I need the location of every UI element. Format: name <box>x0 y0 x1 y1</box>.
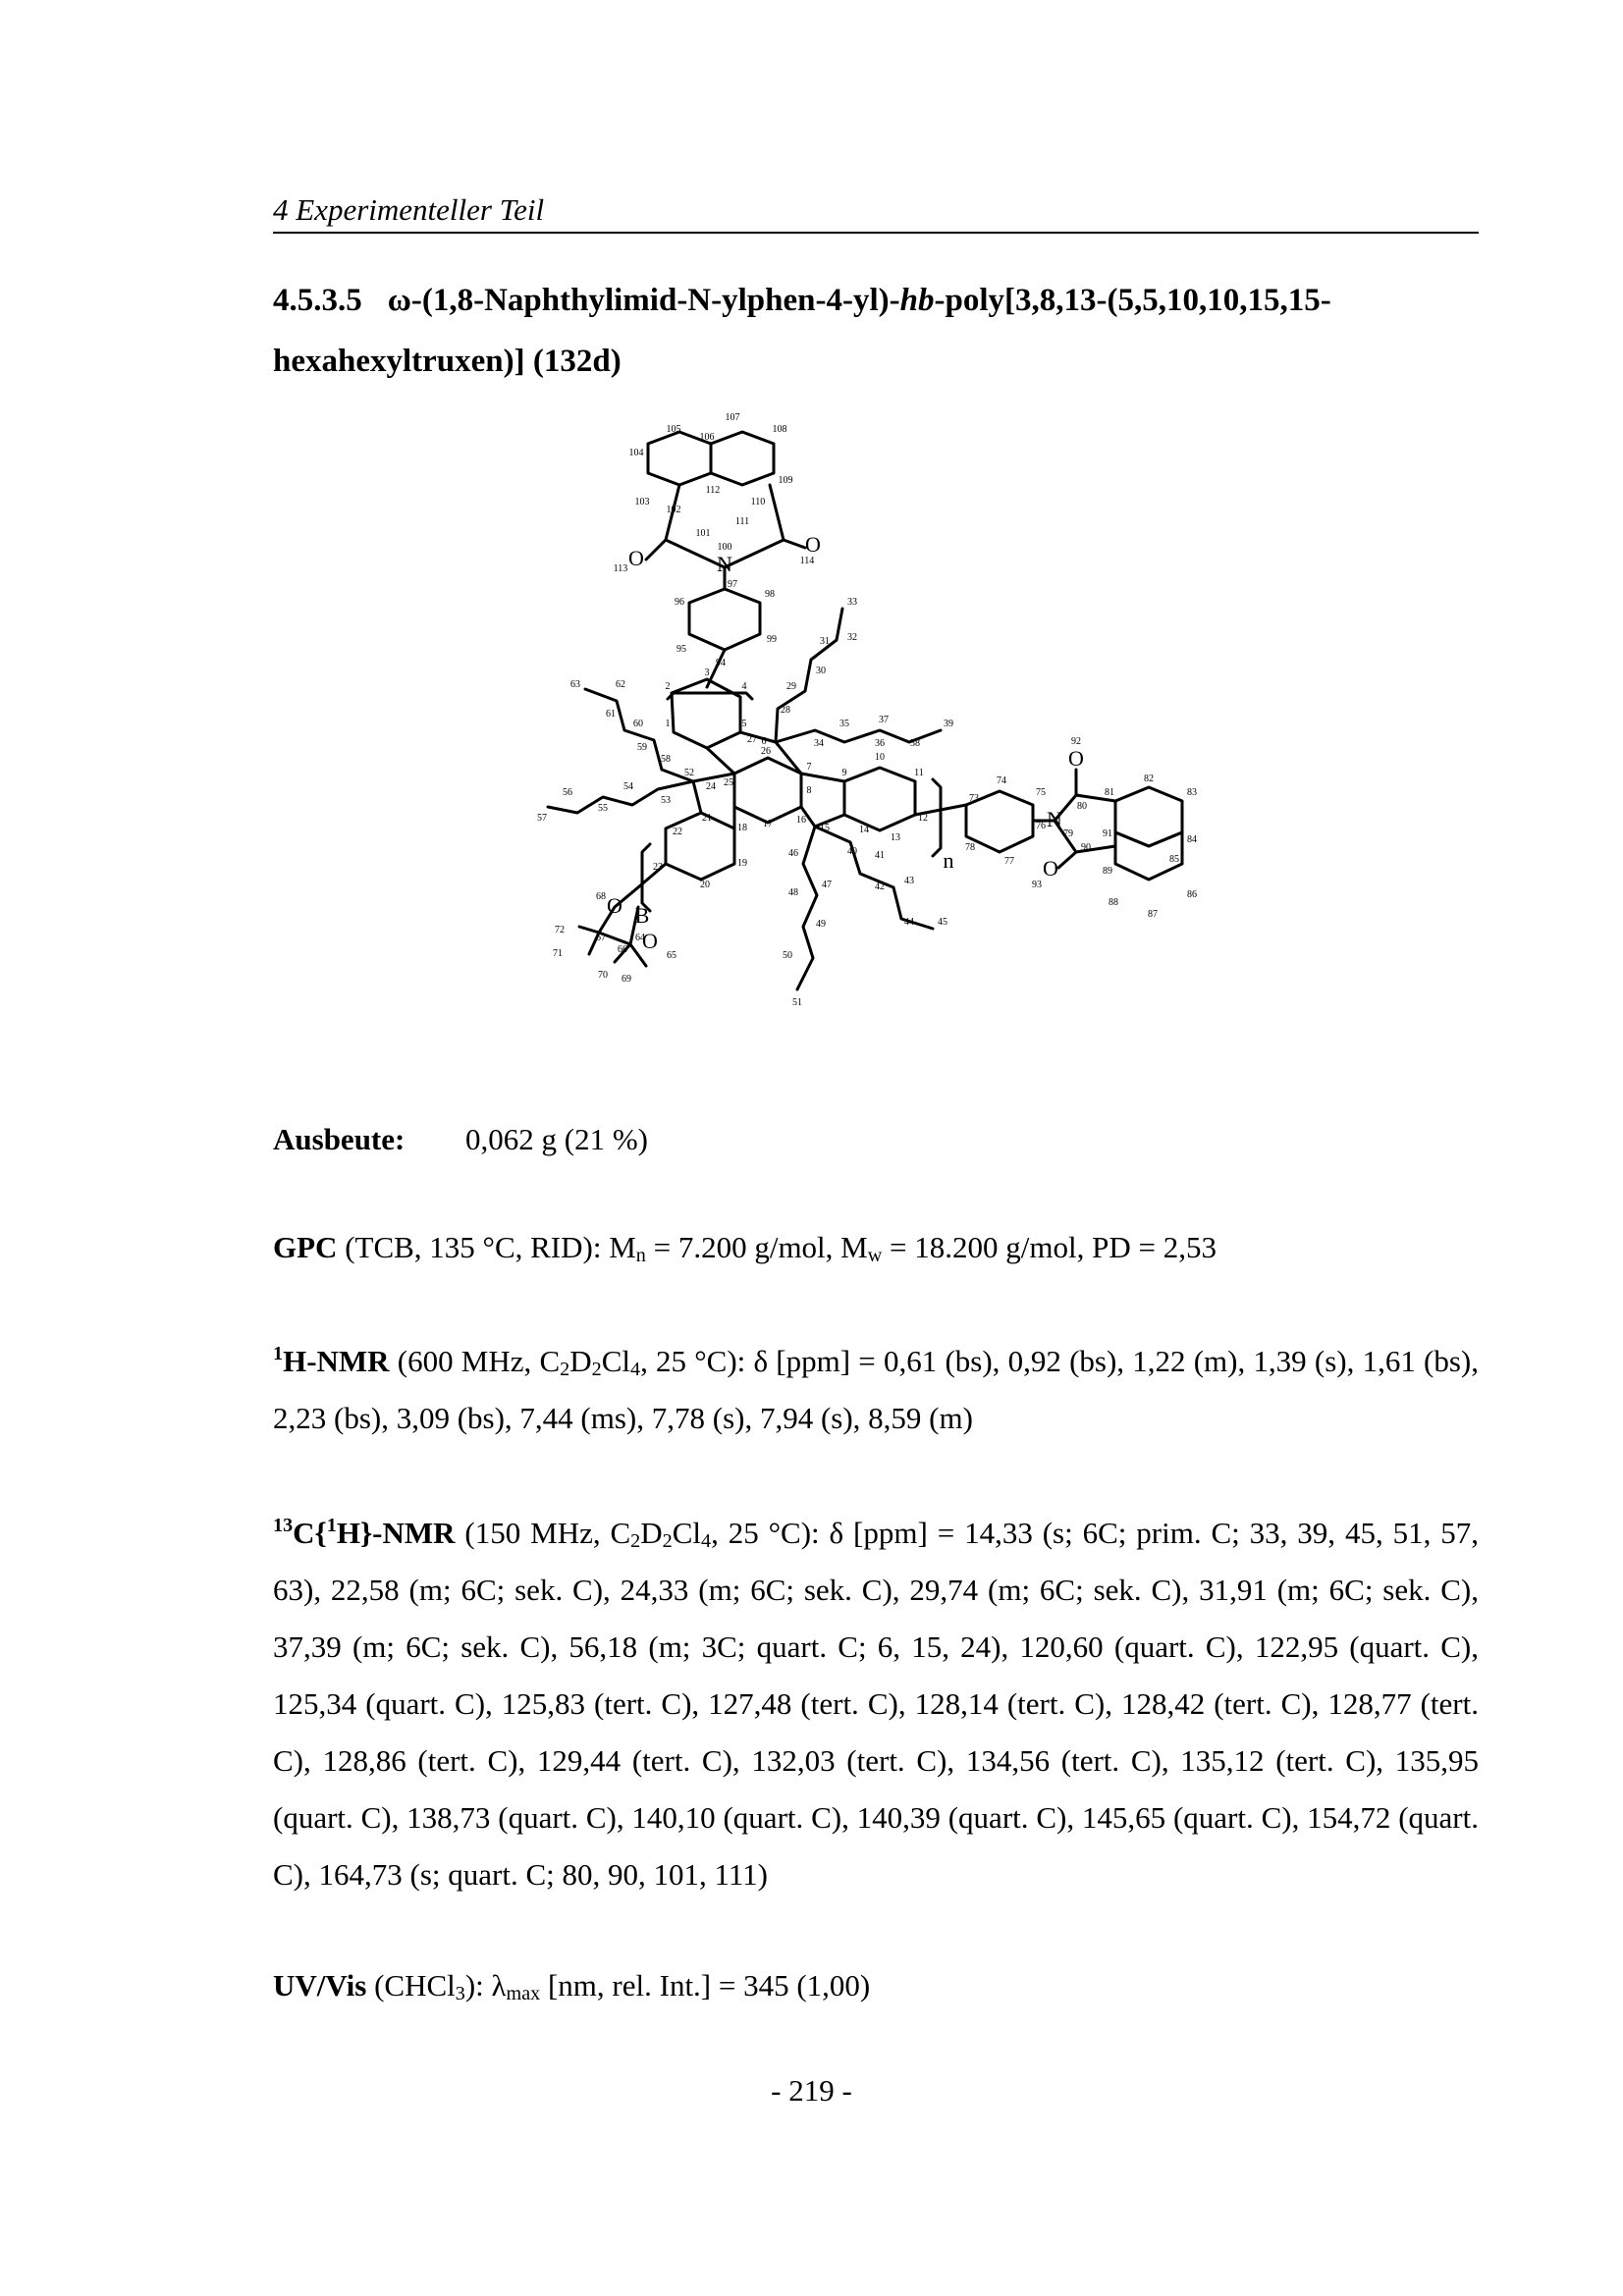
cnmr-sub-2: 2 <box>662 1530 673 1552</box>
num-9: 9 <box>841 768 847 778</box>
num-64: 64 <box>635 933 645 943</box>
hnmr-text-1: (600 MHz, C <box>389 1344 561 1378</box>
hnmr-sub-3: 4 <box>630 1359 641 1380</box>
num-34: 34 <box>814 738 824 749</box>
page-number: - 219 - <box>771 2073 852 2108</box>
num-102: 102 <box>666 505 681 515</box>
num-67: 67 <box>596 933 606 943</box>
num-85: 85 <box>1169 854 1179 865</box>
num-37: 37 <box>879 715 889 725</box>
ring-central <box>734 758 801 823</box>
gpc-text-2: = 7.200 g/mol, M <box>645 1230 868 1264</box>
num-106: 106 <box>699 432 715 443</box>
num-1: 1 <box>665 719 671 729</box>
num-5: 5 <box>741 719 747 729</box>
num-41: 41 <box>875 850 885 861</box>
num-110: 110 <box>750 497 766 507</box>
num-40: 40 <box>847 846 857 857</box>
num-4: 4 <box>741 681 747 692</box>
num-70: 70 <box>598 970 608 981</box>
atom-O-113: O <box>628 546 644 570</box>
num-6: 6 <box>761 736 767 747</box>
num-96: 96 <box>675 597 684 608</box>
num-92: 92 <box>1071 736 1081 747</box>
hexyl-chain-40 <box>815 827 933 929</box>
hnmr-text-3: Cl <box>601 1344 631 1378</box>
ring-upper-fluorene-benzo <box>672 679 740 748</box>
num-69: 69 <box>622 974 631 985</box>
num-86: 86 <box>1187 889 1197 900</box>
num-42: 42 <box>875 881 885 892</box>
num-48: 48 <box>788 887 798 898</box>
hnmr-sub-2: 2 <box>591 1359 602 1380</box>
num-38: 38 <box>910 738 920 749</box>
cnmr-label <box>273 1516 456 1550</box>
num-50: 50 <box>783 950 792 961</box>
num-23: 23 <box>653 862 663 873</box>
num-12: 12 <box>918 813 928 824</box>
gpc-text-3: = 18.200 g/mol, PD = 2,53 <box>882 1230 1217 1264</box>
num-72: 72 <box>555 925 565 935</box>
num-100: 100 <box>717 542 732 553</box>
repeat-unit-n: n <box>943 848 954 873</box>
num-83: 83 <box>1187 787 1197 798</box>
chemical-structure <box>520 402 1227 1099</box>
gpc-sub-n: n <box>635 1245 646 1266</box>
ring-left-fluorene-benzo <box>666 813 734 880</box>
bracket-right <box>933 779 941 856</box>
num-39: 39 <box>944 719 953 729</box>
title-text-italic: hb <box>899 283 935 318</box>
num-104: 104 <box>628 448 644 458</box>
num-22: 22 <box>673 827 682 837</box>
num-61: 61 <box>606 709 616 720</box>
num-71: 71 <box>553 948 563 959</box>
cnmr-text-3: Cl <box>672 1516 702 1550</box>
num-15: 15 <box>820 823 830 833</box>
num-65: 65 <box>667 950 676 961</box>
num-58: 58 <box>661 754 671 765</box>
num-7: 7 <box>806 762 812 773</box>
cnmr-text-1: (150 MHz, C <box>455 1516 631 1550</box>
cnmr-sup-13: 13 <box>273 1515 294 1536</box>
num-25: 25 <box>724 777 733 788</box>
num-87: 87 <box>1148 909 1158 920</box>
num-81: 81 <box>1105 787 1114 798</box>
atom-N-79: N <box>1047 807 1062 831</box>
uv-sub-3: 3 <box>455 1983 465 2004</box>
yield-label: Ausbeute: <box>273 1122 406 1156</box>
ring-top-phenyl <box>689 589 760 650</box>
hnmr-sup: 1 <box>273 1343 284 1364</box>
num-97: 97 <box>728 579 737 590</box>
carbonyl-top-right <box>784 540 805 548</box>
cnmr-text-2: D <box>640 1516 663 1550</box>
num-54: 54 <box>623 781 633 792</box>
num-33: 33 <box>847 597 857 608</box>
uv-line <box>273 1957 1479 2014</box>
hexyl-chain-28 <box>776 609 842 742</box>
cnmr-sub-1: 2 <box>630 1530 641 1552</box>
num-52: 52 <box>684 768 694 778</box>
num-27: 27 <box>747 734 757 745</box>
num-51: 51 <box>792 997 802 1008</box>
hexyl-chain-46 <box>797 827 817 989</box>
num-91: 91 <box>1103 828 1112 839</box>
hnmr-text-2: D <box>569 1344 592 1378</box>
cnmr-paragraph <box>273 1505 1479 1903</box>
num-79: 79 <box>1063 828 1073 839</box>
num-45: 45 <box>938 917 947 928</box>
atom-O-93: O <box>1043 856 1058 881</box>
num-108: 108 <box>772 424 787 435</box>
hnmr-paragraph <box>273 1333 1479 1447</box>
num-63: 63 <box>570 679 580 690</box>
num-90: 90 <box>1081 842 1091 853</box>
num-107: 107 <box>725 412 740 423</box>
num-68: 68 <box>596 891 606 902</box>
num-88: 88 <box>1109 897 1118 908</box>
num-93: 93 <box>1032 880 1042 890</box>
num-13: 13 <box>891 832 900 843</box>
num-74: 74 <box>997 775 1006 786</box>
num-103: 103 <box>634 497 650 507</box>
num-111: 111 <box>734 516 750 527</box>
num-29: 29 <box>786 681 796 692</box>
num-16: 16 <box>796 815 806 826</box>
uv-label: UV/Vis <box>273 1968 367 2002</box>
num-24: 24 <box>706 781 716 792</box>
uv-text-2: ): λ <box>464 1968 507 2002</box>
carbonyl-right-bottom <box>1058 852 1076 868</box>
cnmr-sup-1: 1 <box>326 1515 337 1536</box>
num-20: 20 <box>700 880 710 890</box>
uv-text-3: [nm, rel. Int.] = 345 (1,00) <box>540 1968 871 2002</box>
ring-top-naph-right <box>711 432 774 485</box>
yield-line <box>273 1111 1479 1168</box>
gpc-text-1: (TCB, 135 °C, RID): M <box>337 1230 636 1264</box>
num-94: 94 <box>716 658 726 668</box>
hnmr-shifts: , 25 °C): δ [ppm] = 0,61 (bs), 0,92 (bs), 1,22 (m), 1,39 (s), 1,61 (bs), 2,23 (bs), 3,09 (bs), 7,44 (ms), 7,78 (s), 7,94 (s), 8,59 (m) <box>273 1344 1479 1435</box>
num-75: 75 <box>1036 787 1046 798</box>
num-95: 95 <box>676 644 686 655</box>
num-3: 3 <box>704 667 710 678</box>
num-80: 80 <box>1077 801 1087 812</box>
num-19: 19 <box>737 858 747 869</box>
num-55: 55 <box>598 803 608 814</box>
hnmr-label <box>273 1344 390 1378</box>
atom-O-92: O <box>1068 746 1084 771</box>
atom-O-68: O <box>607 893 622 918</box>
num-14: 14 <box>859 825 869 835</box>
title-text-part2: -poly[3,8,13-(5,5,10,10,15,15-hexahexyltruxen)] (132d) <box>273 283 1331 379</box>
num-59: 59 <box>637 742 647 753</box>
running-header-text: 4 Experimenteller Teil <box>273 192 545 227</box>
ring-right-fluorene-benzo <box>841 768 915 830</box>
num-44: 44 <box>904 917 914 928</box>
num-49: 49 <box>816 919 826 930</box>
num-18: 18 <box>737 823 747 833</box>
hnmr-label-text: H-NMR <box>283 1344 390 1378</box>
num-84: 84 <box>1187 834 1197 845</box>
cnmr-label-h: H}-NMR <box>336 1516 456 1550</box>
num-78: 78 <box>965 842 975 853</box>
num-77: 77 <box>1004 856 1014 867</box>
num-10: 10 <box>875 752 885 763</box>
num-28: 28 <box>781 705 790 716</box>
cnmr-shifts: , 25 °C): δ [ppm] = 14,33 (s; 6C; prim. C; 33, 39, 45, 51, 57, 63), 22,58 (m; 6C; sek. C), 24,33 (m; 6C; sek. C), 29,74 (m; 6C; sek. C), 31,91 (m; 6C; sek. C), 37,39 (m; 6C; sek. C), 56,18 (m; 3C; quart. C; 6, 15, 24), 120,60 (quart. C), 122,95 (quart. C), 125,34 (quart. C), 125,83 (tert. C), 127,48 (tert. C), 128,14 (tert. C), 128,42 (tert. C), 128,77 (tert. C), 128,86 (tert. C), 129,44 (tert. C), 132,03 (tert. C), 134,56 (tert. C), 135,12 (tert. C), 135,95 (quart. C), 138,73 (quart. C), 140,10 (quart. C), 140,39 (quart. C), 145,65 (quart. C), 154,72 (quart. C), 164,73 (s; quart. C; 80, 90, 101, 111) <box>273 1516 1479 1892</box>
num-73: 73 <box>969 793 979 804</box>
num-35: 35 <box>839 719 849 729</box>
num-113: 113 <box>613 563 628 574</box>
num-43: 43 <box>904 876 914 886</box>
gpc-label: GPC <box>273 1230 338 1264</box>
yield-value: 0,062 g (21 %) <box>465 1122 648 1156</box>
num-21: 21 <box>702 813 712 824</box>
section-title <box>273 270 1479 392</box>
num-32: 32 <box>847 632 857 643</box>
num-56: 56 <box>563 787 572 798</box>
num-89: 89 <box>1103 866 1112 877</box>
num-60: 60 <box>633 719 643 729</box>
uv-sub-max: max <box>506 1983 541 2004</box>
num-53: 53 <box>661 795 671 806</box>
cnmr-label-c: C{ <box>293 1516 327 1550</box>
atom-B: B <box>634 903 650 928</box>
num-82: 82 <box>1144 774 1154 784</box>
num-11: 11 <box>914 768 924 778</box>
num-98: 98 <box>765 589 775 600</box>
num-2: 2 <box>665 681 671 692</box>
gpc-sub-w: w <box>867 1245 883 1266</box>
num-30: 30 <box>816 666 826 676</box>
num-31: 31 <box>820 636 830 647</box>
title-text-part1: ω-(1,8-Naphthylimid-N-ylphen-4-yl)- <box>387 283 900 318</box>
num-101: 101 <box>695 528 711 539</box>
num-114: 114 <box>799 556 815 566</box>
num-26: 26 <box>761 746 771 757</box>
cnmr-sub-3: 4 <box>701 1530 712 1552</box>
num-8: 8 <box>806 785 812 796</box>
running-header <box>273 192 1479 234</box>
num-112: 112 <box>705 485 721 496</box>
five-ring-right <box>801 774 844 827</box>
num-47: 47 <box>822 880 832 890</box>
num-62: 62 <box>616 679 625 690</box>
num-57: 57 <box>537 813 547 824</box>
gpc-line <box>273 1219 1479 1276</box>
num-17: 17 <box>763 819 773 829</box>
num-76: 76 <box>1036 821 1046 831</box>
atom-N-100: N <box>717 552 732 576</box>
section-number: 4.5.3.5 <box>273 283 362 318</box>
num-99: 99 <box>767 634 777 645</box>
atom-O-65: O <box>642 929 658 953</box>
num-105: 105 <box>666 424 681 435</box>
atom-O-114: O <box>805 532 821 557</box>
num-36: 36 <box>875 738 885 749</box>
hnmr-sub-1: 2 <box>560 1359 570 1380</box>
carbonyl-top-left <box>646 540 666 560</box>
uv-text-1: (CHCl <box>366 1968 456 2002</box>
num-46: 46 <box>788 848 798 859</box>
num-109: 109 <box>778 475 793 486</box>
num-66: 66 <box>618 944 627 955</box>
